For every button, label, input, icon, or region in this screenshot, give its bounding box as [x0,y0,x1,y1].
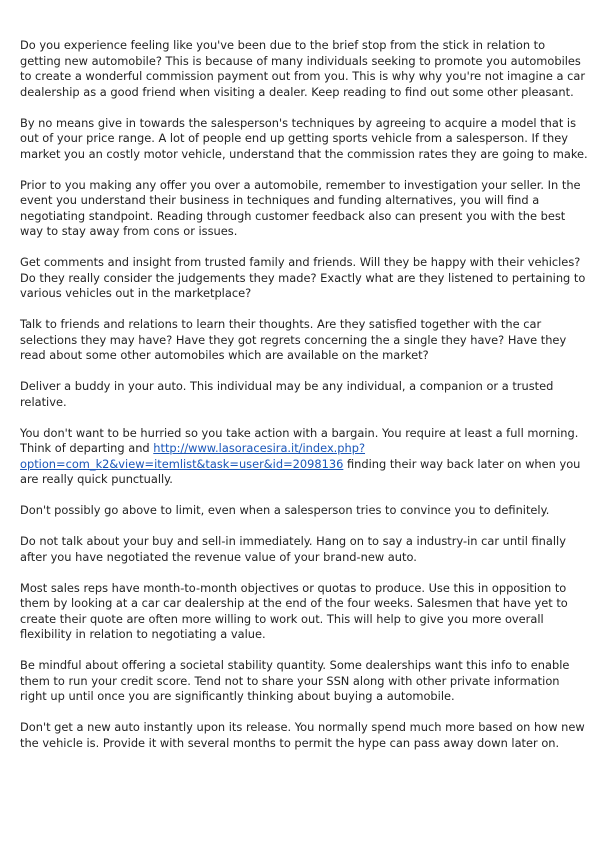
paragraph-intro: Do you experience feeling like you've been due to the brief stop from the stick in relation to getting new automobile? This is because of many individuals seeking to promote you automobiles to create a wonderful commission payment out from you. This is why why you're not imagine a car dealership as a good friend when visiting a dealer. Keep reading to find out some other pleasant. [20,38,586,99]
paragraph-friends-thoughts: Talk to friends and relations to learn their thoughts. Are they satisfied together with the car selections they may have? Have they got regrets concerning the a single they have? Have they read about some other automobiles which are available on the market? [20,317,567,362]
paragraph-research-seller: Prior to you making any offer you over a automobile, remember to investigation your seller. In the event you understand their business in techniques and funding alternatives, you will find a negotiating standpoint. Reading through customer feedback also can present you with the best way to stay away from cons or issues. [20,177,581,238]
paragraph-new-release: Don't get a new auto instantly upon its release. You normally spend much more based on how new the vehicle is. Provide it with several months to permit the hype can pass away down later on. [20,720,585,750]
paragraph-price-range: By no means give in towards the salesperson's techniques by agreeing to acquire a model that is out of your price range. A lot of people end up getting sports vehicle from a salesperson. If they market you an costly motor vehicle, understand that the commission rates they are going to make. [20,115,588,161]
paragraph-bring-buddy: Deliver a buddy in your auto. This individual may be any individual, a companion or a trusted relative. [20,379,554,409]
paragraph-quotas: Most sales reps have month-to-month objectives or quotas to produce. Use this in opposition to them by looking at a car car dealership at the end of the four weeks. Salesmen that have yet to create their quote are often more willing to work out. This will help to give you more overall flexibility in relation to negotiating a value. [20,580,568,641]
paragraph-ssn: Be mindful about offering a societal stability quantity. Some dealerships want this info to enable them to run your credit score. Tend not to share your SSN along with other private information right up until once you are significantly thinking about buying a automobile. [20,658,570,703]
paragraph-with-link [20,426,588,488]
paragraph-family-insight: Get comments and insight from trusted family and friends. Will they be happy with their vehicles? Do they really consider the judgements they made? Exactly what are they listened to pertaining to various vehicles out in the marketplace? [20,255,586,300]
link-paragraph-before: You don't want to be hurried so you take action with a bargain. You require at least a full morning. Think of departing and [20,425,579,455]
paragraph-limit: Don't possibly go above to limit, even when a salesperson tries to convince you to definitely. [20,503,550,517]
article-body [20,38,588,751]
paragraph-trade-in: Do not talk about your buy and sell-in immediately. Hang on to say a industry-in car until finally after you have negotiated the revenue value of your brand-new auto. [20,534,566,564]
external-link[interactable]: http://www.lasoracesira.it/index.php?option=com_k2&view=itemlist&task=user&id=2098136 [20,441,366,471]
link-paragraph-after: finding their way back later on when you are really quick punctually. [20,456,581,486]
